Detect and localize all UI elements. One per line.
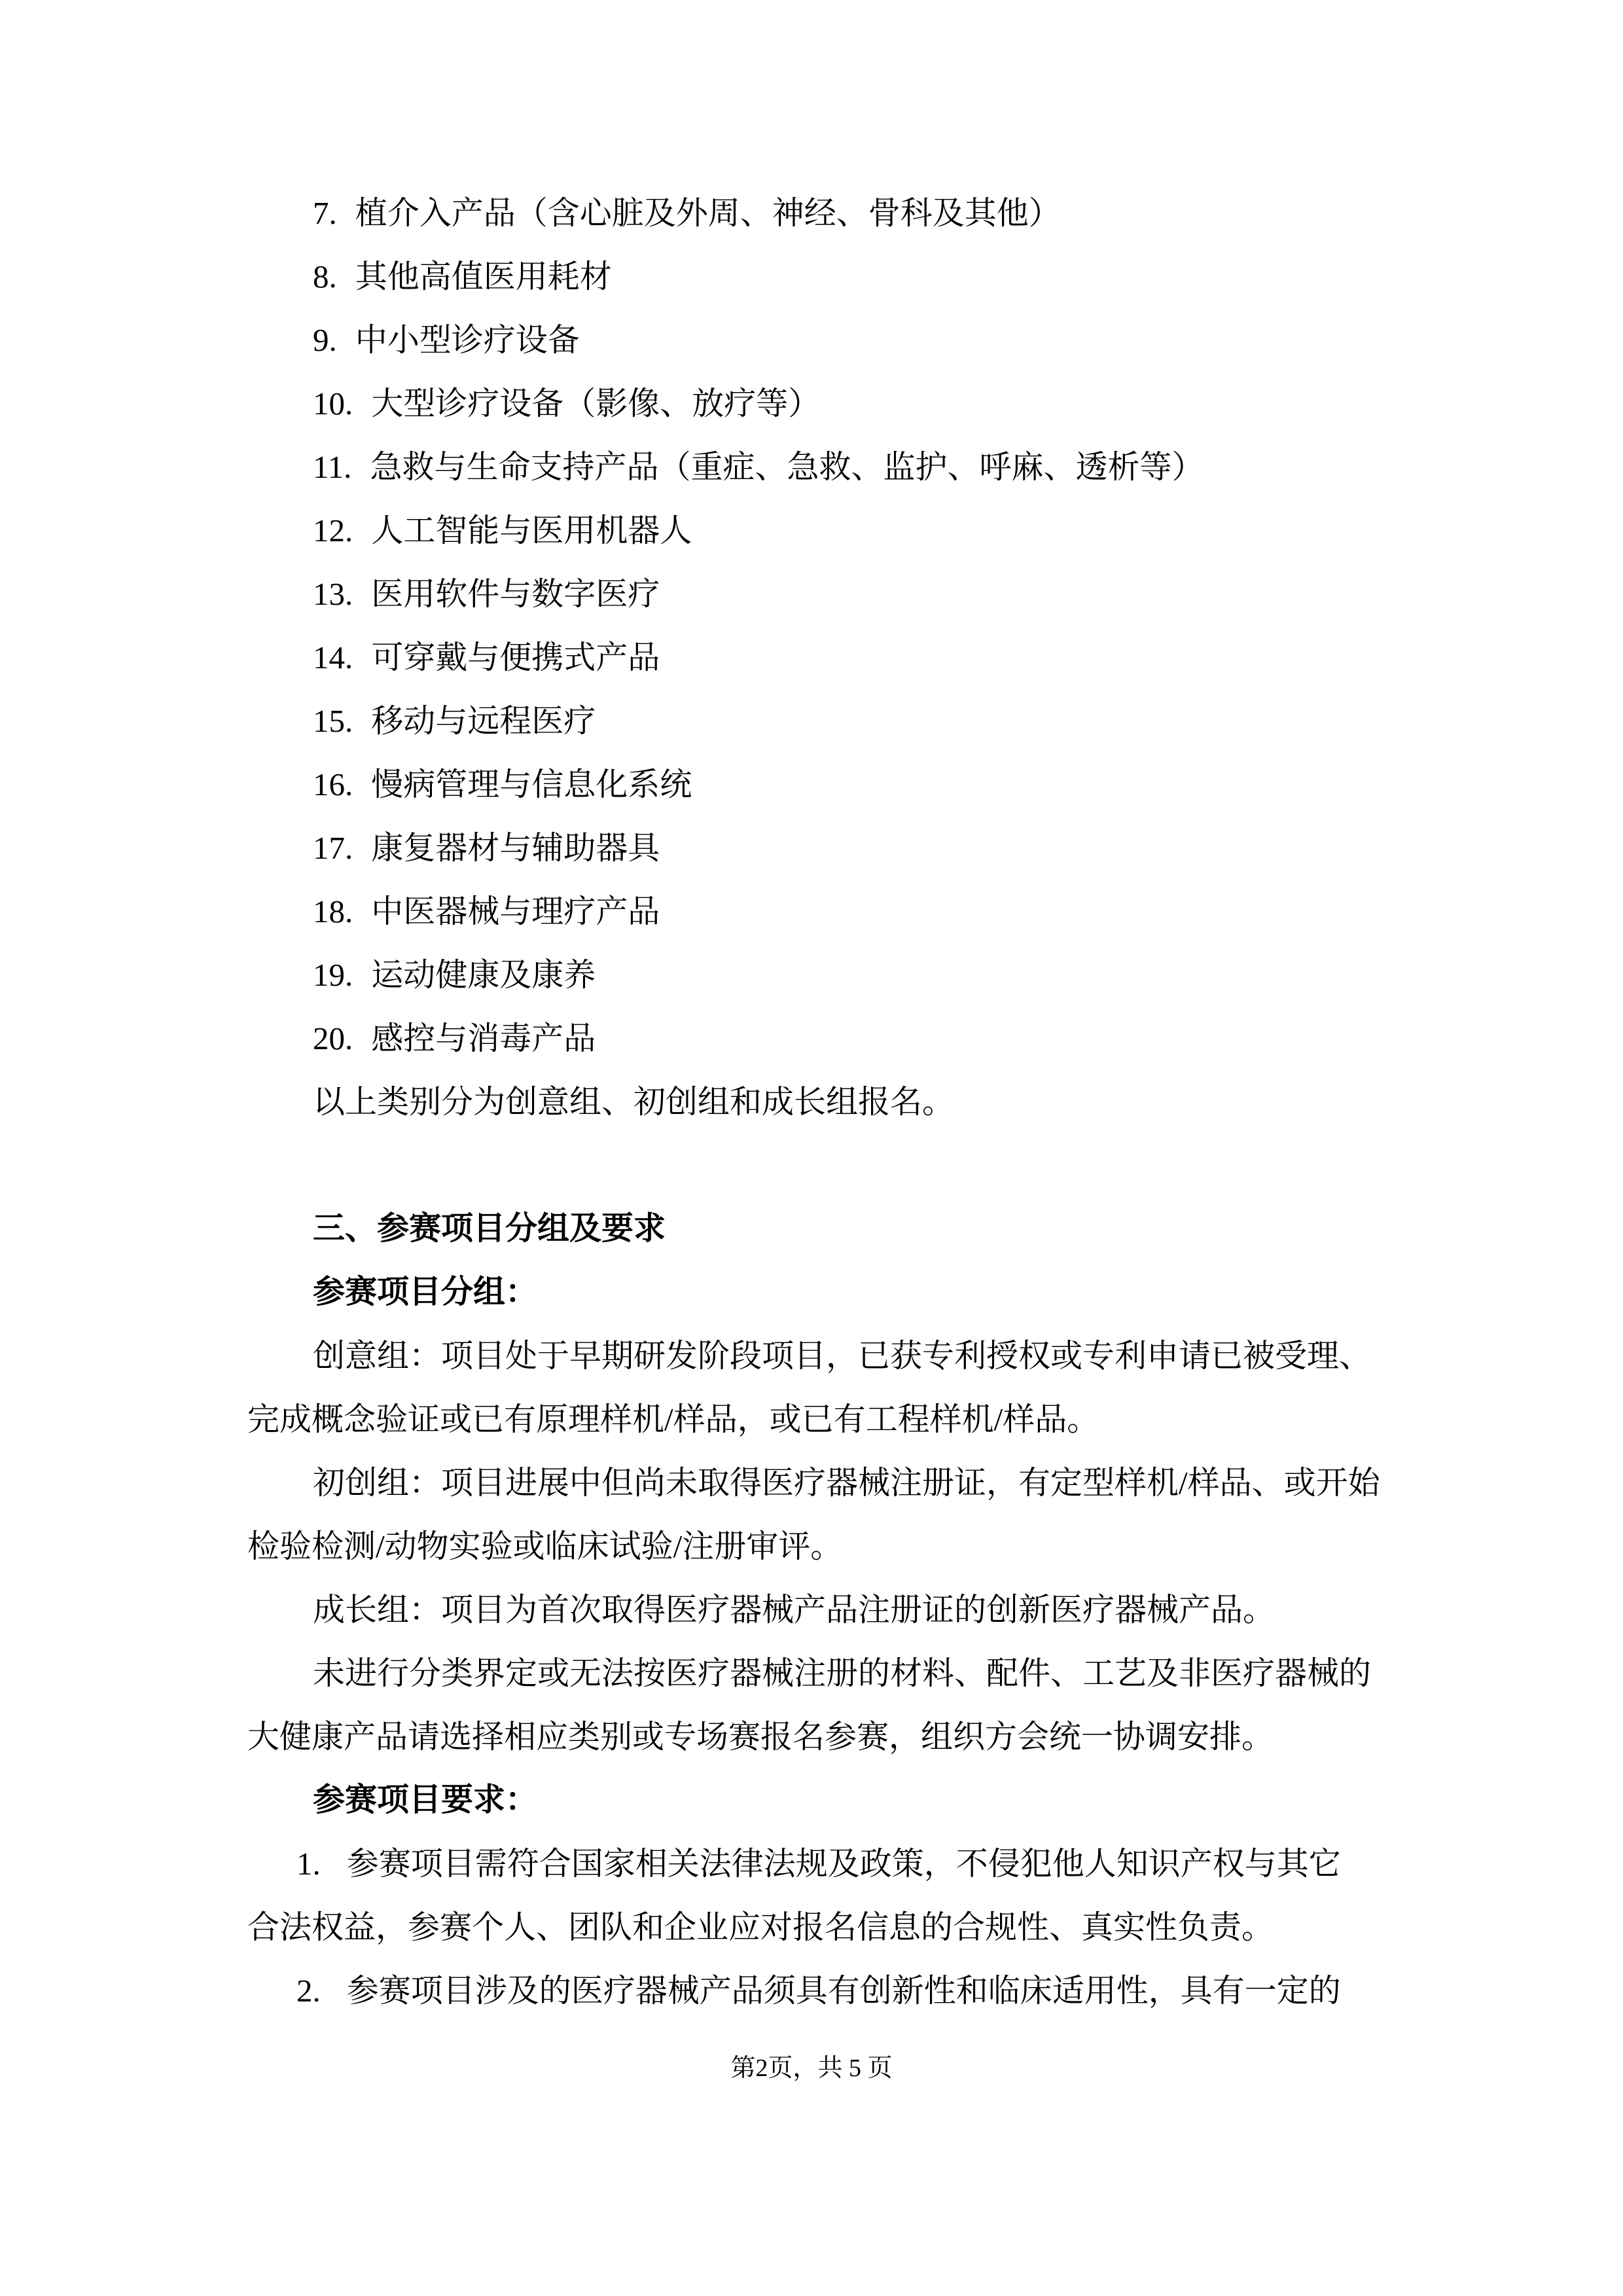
- list-item-text: 感控与消毒产品: [371, 1020, 596, 1056]
- list-item-9: [247, 308, 1427, 372]
- requirement-item-1-line-2: 合法权益，参赛个人、团队和企业应对报名信息的合规性、真实性负责。: [247, 1909, 1274, 1945]
- creative-group-line-2: 完成概念验证或已有原理样机/样品，或已有工程样机/样品。: [247, 1401, 1099, 1437]
- startup-group-line-2: 检验检测/动物实验或临床试验/注册审评。: [247, 1528, 843, 1564]
- list-item-19: [247, 943, 1427, 1007]
- list-item-number: 19.: [313, 957, 353, 993]
- requirement-item-2: [247, 1959, 1427, 2022]
- list-item-16: [247, 753, 1427, 816]
- list-item-11: [247, 435, 1427, 499]
- list-item-text: 急救与生命支持产品（重症、急救、监护、呼麻、透析等）: [370, 449, 1204, 485]
- list-item-text: 可穿戴与便携式产品: [371, 639, 660, 675]
- closing-note: 以上类别分为创意组、初创组和成长组报名。: [313, 1084, 955, 1120]
- page-footer: 第2页，共 5 页: [730, 2054, 893, 2082]
- requirement-text: 参赛项目涉及的医疗器械产品须具有创新性和临床适用性，具有一定的: [346, 1973, 1341, 2009]
- list-item-number: 13.: [313, 576, 353, 612]
- creative-group-line-1: 创意组：项目处于早期研发阶段项目，已获专利授权或专利申请已被受理、: [313, 1338, 1372, 1374]
- unclassified-line-2: 大健康产品请选择相应类别或专场赛报名参赛，组织方会统一协调安排。: [247, 1719, 1274, 1755]
- list-item-text: 中医器械与理疗产品: [371, 893, 660, 929]
- list-item-text: 人工智能与医用机器人: [371, 512, 692, 548]
- list-item-number: 9.: [313, 322, 337, 358]
- requirement-text: 参赛项目需符合国家相关法律法规及政策，不侵犯他人知识产权与其它: [346, 1846, 1341, 1882]
- list-item-text: 植介入产品（含心脏及外周、神经、骨科及其他）: [355, 195, 1061, 231]
- growth-group-line: 成长组：项目为首次取得医疗器械产品注册证的创新医疗器械产品。: [313, 1592, 1275, 1628]
- list-item-20: [247, 1007, 1427, 1070]
- list-item-15: [247, 689, 1427, 753]
- list-item-text: 移动与远程医疗: [371, 703, 596, 739]
- list-item-10: [247, 372, 1427, 435]
- list-item-number: 11.: [313, 449, 352, 485]
- list-item-18: [247, 880, 1427, 943]
- requirement-item-1: [247, 1832, 1427, 1895]
- list-item-14: [247, 626, 1427, 689]
- list-item-text: 大型诊疗设备（影像、放疗等）: [371, 386, 821, 422]
- list-item-text: 中小型诊疗设备: [355, 322, 580, 358]
- list-item-number: 8.: [313, 259, 337, 295]
- list-item-number: 16.: [313, 766, 353, 802]
- startup-group-line-1: 初创组：项目进展中但尚未取得医疗器械注册证，有定型样机/样品、或开始: [313, 1465, 1380, 1501]
- list-item-8: [247, 245, 1427, 308]
- list-item-number: 12.: [313, 512, 353, 548]
- list-item-7: [247, 181, 1427, 245]
- requirement-number: 2.: [296, 1973, 321, 2009]
- list-item-number: 15.: [313, 703, 353, 739]
- group-heading: 参赛项目分组：: [313, 1274, 538, 1310]
- list-item-text: 运动健康及康养: [371, 957, 596, 993]
- unclassified-line-1: 未进行分类界定或无法按医疗器械注册的材料、配件、工艺及非医疗器械的: [313, 1655, 1372, 1691]
- list-item-13: [247, 562, 1427, 626]
- list-item-number: 20.: [313, 1020, 353, 1056]
- list-item-number: 17.: [313, 830, 353, 866]
- list-item-number: 7.: [313, 195, 337, 231]
- list-item-number: 10.: [313, 386, 353, 422]
- list-item-text: 其他高值医用耗材: [355, 259, 612, 295]
- list-item-number: 14.: [313, 639, 353, 675]
- requirement-number: 1.: [296, 1846, 321, 1882]
- list-item-number: 18.: [313, 893, 353, 929]
- list-item-12: [247, 499, 1427, 562]
- list-item-text: 康复器材与辅助器具: [371, 830, 660, 866]
- section-heading: 三、参赛项目分组及要求: [313, 1211, 666, 1246]
- list-item-text: 医用软件与数字医疗: [371, 576, 660, 612]
- list-item-text: 慢病管理与信息化系统: [371, 766, 692, 802]
- requirements-heading: 参赛项目要求：: [313, 1782, 538, 1818]
- list-item-17: [247, 816, 1427, 880]
- blank-line: [247, 1134, 1427, 1197]
